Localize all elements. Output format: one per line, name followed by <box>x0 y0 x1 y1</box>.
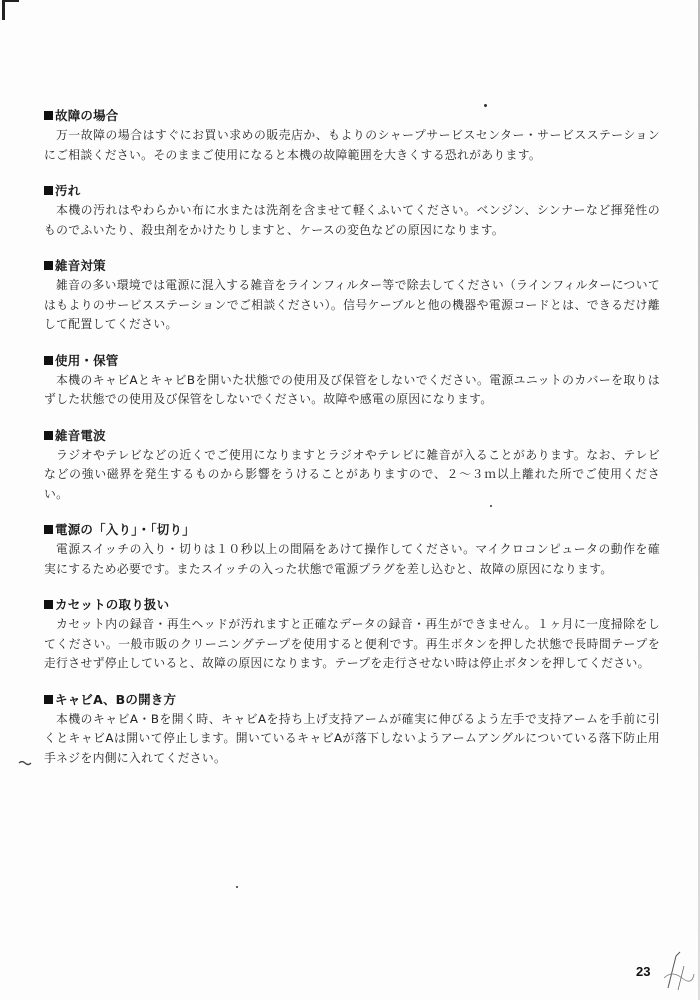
square-bullet-icon <box>44 356 53 365</box>
section-body: 本機のキャビA・Bを開く時、キャビAを持ち上げ支持アームが確実に伸びるよう左手で支持アームを手前に引くとキャビAは開いて停止します。開いているキャビAが落下しないようアームアングルについている落下防止用手ネジを内側に入れてください。 <box>44 711 660 765</box>
section-body: ラジオやテレビなどの近くでご使用になりますとラジオやテレビに雑音が入ることがあります。なお、テレビなどの強い磁界を発生するものから影響をうけることがありますので、２～３ｍ以上離れた所でご使用ください。 <box>44 447 660 501</box>
section-title: 雑音対策 <box>55 258 106 273</box>
section-heading <box>44 597 660 613</box>
section-title: キャビA、Bの開き方 <box>55 691 177 707</box>
section-noise-countermeasure <box>44 258 660 335</box>
square-bullet-icon <box>44 111 53 120</box>
section-title: 雑音電波 <box>55 427 106 443</box>
margin-pen-mark <box>18 757 32 770</box>
section-title: 電源の「入り」・「切り」 <box>55 522 195 537</box>
square-bullet-icon <box>44 600 53 609</box>
square-bullet-icon <box>44 431 53 440</box>
square-bullet-icon <box>44 186 53 195</box>
square-bullet-icon <box>44 525 53 534</box>
section-body: 電源スイッチの入り・切りは１０秒以上の間隔をあけて操作してください。マイクロコンピュータの動作を確実にするため必要です。またスイッチの入った状態で電源プラグを差し込むと、故障の原因になります。 <box>44 542 660 576</box>
section-title: 故障の場合 <box>55 108 119 123</box>
section-heading <box>44 428 660 444</box>
section-power-on-off <box>44 522 660 579</box>
section-title: 汚れ <box>55 183 81 198</box>
section-title: カセットの取り扱い <box>55 597 170 612</box>
section-body: 雑音の多い環境では電源に混入する雑音をラインフィルター等で除去してください（ラインフィルターについてはもよりのサービスステーションでご相談ください）。信号ケーブルと他の機器や電源コードとは、できるだけ離して配置してください。 <box>44 278 660 331</box>
section-heading <box>44 692 660 708</box>
section-body: 本機の汚れはやわらかい布に水または洗剤を含ませて軽くふいてください。ベンジン、シンナーなど揮発性のものでふいたり、殺虫剤をかけたりしますと、ケースの変色などの原因になります。 <box>44 203 660 237</box>
square-bullet-icon <box>44 261 53 270</box>
section-heading <box>44 183 660 199</box>
page-number: 23 <box>636 964 651 979</box>
section-heading <box>44 522 660 538</box>
section-title: 使用・保管 <box>55 352 119 368</box>
scan-dust-dot <box>236 886 238 888</box>
section-body: 本機のキャビAとキャビBを開いた状態での使用及び保管をしないでください。電源ユニットのカバーを取りはずした状態での使用及び保管をしないでください。故障や感電の原因になります。 <box>44 372 660 406</box>
section-heading <box>44 353 660 369</box>
section-heading <box>44 258 660 274</box>
section-radio-interference <box>44 428 660 505</box>
section-use-storage <box>44 353 660 410</box>
corner-pen-scribble <box>662 948 696 996</box>
notes-content <box>44 108 660 786</box>
scan-corner-mark <box>2 0 19 20</box>
section-cassette-handling <box>44 597 660 674</box>
scan-dust-dot <box>484 104 487 107</box>
square-bullet-icon <box>44 695 53 704</box>
section-body: 万一故障の場合はすぐにお買い求めの販売店か、もよりのシャープサービスセンター・サービスステーションにご相談ください。そのままご使用になると本機の故障範囲を大きくする恐れがあります。 <box>44 128 660 162</box>
section-heading <box>44 108 660 124</box>
section-cabinet-opening <box>44 692 660 769</box>
section-malfunction <box>44 108 660 165</box>
section-dirt <box>44 183 660 240</box>
section-body: カセット内の録音・再生ヘッドが汚れますと正確なデータの録音・再生ができません。１ヶ月に一度掃除をしてください。一般市販のクリーニングテープを使用すると便利です。再生ボタンを押した状態で長時間テープを走行させず停止していると、故障の原因になります。テープを走行させない時は停止ボタンを押してください。 <box>44 617 660 670</box>
